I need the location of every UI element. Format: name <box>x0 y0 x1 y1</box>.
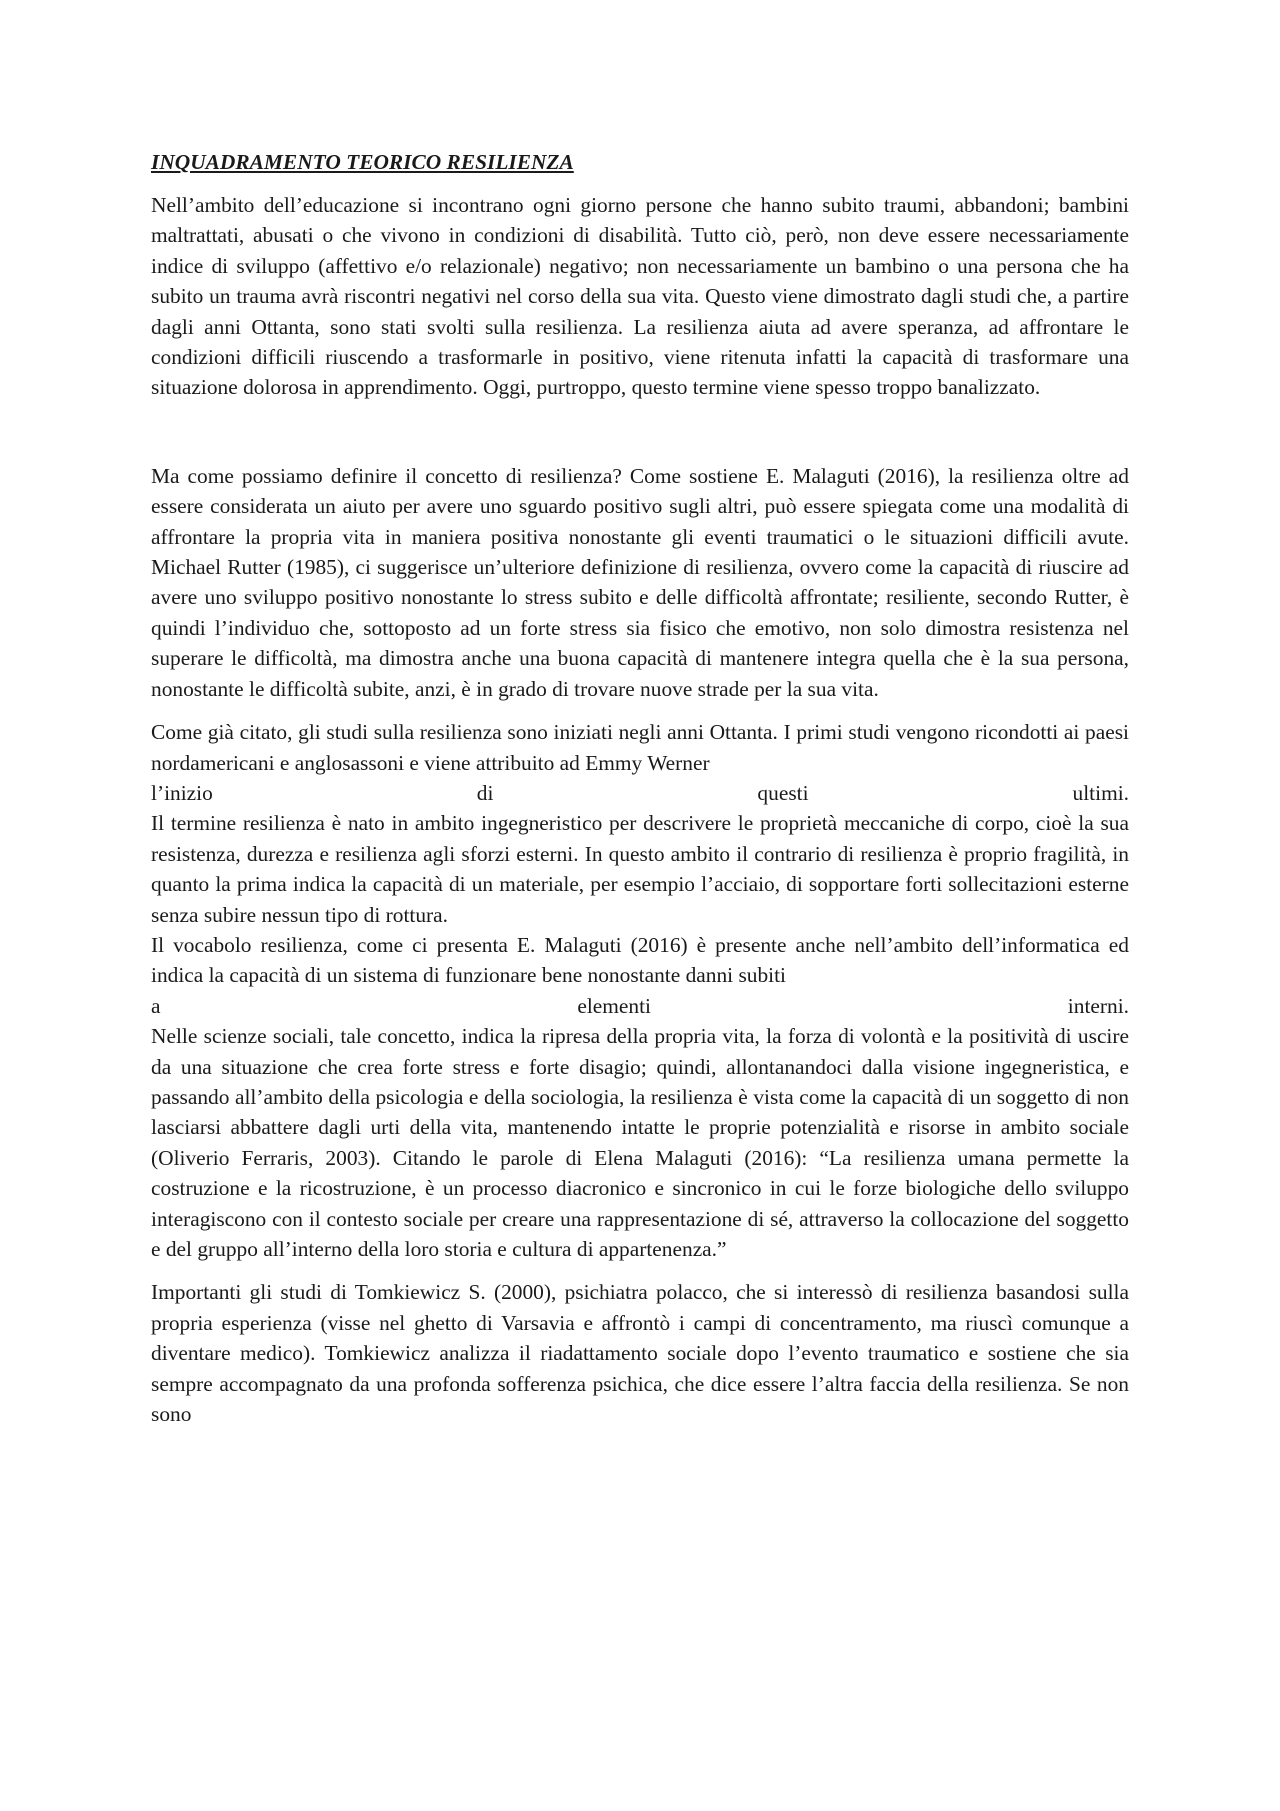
paragraph-history-last-line: l’inizio di questi ultimi. <box>151 780 1129 805</box>
document-page <box>151 147 1129 1429</box>
paragraph-informatics-text: Il vocabolo resilienza, come ci presenta E. Malaguti (2016) è presente anche nell’ambito dell’informatica ed indica la capacità di un sistema di funzionare bene nonostante danni subiti <box>151 932 1129 988</box>
paragraph-history <box>151 717 1129 808</box>
paragraph-definition: Ma come possiamo definire il concetto di resilienza? Come sostiene E. Malaguti (2016), la resilienza oltre ad essere considerata un aiuto per avere uno sguardo positivo sugli altri, può essere spiegata come una modalità di affrontare la propria vita in maniera positiva nonostante gli eventi traumatici o le situazioni difficili avute. Michael Rutter (1985), ci suggerisce un’ulteriore definizione di resilienza, ovvero come la capacità di riuscire ad avere uno sviluppo positivo nonostante lo stress subito e delle difficoltà affrontate; resiliente, secondo Rutter, è quindi l’individuo che, sottoposto ad un forte stress sia fisico che emotivo, non solo dimostra resistenza nel superare le difficoltà, ma dimostra anche una buona capacità di mantenere integra quella che è la sua persona, nonostante le difficoltà subite, anzi, è in grado di trovare nuove strade per la sua vita. <box>151 463 1129 701</box>
paragraph-spacer <box>151 403 1129 461</box>
paragraph-spacer <box>151 704 1129 717</box>
paragraph-spacer <box>151 1264 1129 1277</box>
paragraph-engineering: Il termine resilienza è nato in ambito ingegneristico per descrivere le proprietà meccaniche di corpo, cioè la sua resistenza, durezza e resilienza agli sforzi esterni. In questo ambito il contrario di resilienza è proprio fragilità, in quanto la prima indica la capacità di un materiale, per esempio l’acciaio, di sopportare forti sollecitazioni esterne senza subire nessun tipo di rottura. <box>151 811 1129 927</box>
paragraph-informatics <box>151 930 1129 1021</box>
paragraph-informatics-last-line: a elementi interni. <box>151 993 1129 1018</box>
paragraph-history-text: Come già citato, gli studi sulla resilienza sono iniziati negli anni Ottanta. I primi studi vengono ricondotti ai paesi nordamericani e anglosassoni e viene attribuito ad Emmy Werner <box>151 720 1129 775</box>
paragraph-tomkiewicz: Importanti gli studi di Tomkiewicz S. (2000), psichiatra polacco, che si interessò di resilienza basandosi sulla propria esperienza (visse nel ghetto di Varsavia e affrontò i campi di concentramento, ma riuscì comunque a diventare medico). Tomkiewicz analizza il riadattamento sociale dopo l’evento traumatico e sostiene che sia sempre accompagnato da una profonda sofferenza psichica, che dice essere l’altra faccia della resilienza. Se non sono <box>151 1280 1129 1427</box>
document-title: INQUADRAMENTO TEORICO RESILIENZA <box>151 150 574 174</box>
paragraph-intro: Nell’ambito dell’educazione si incontrano ogni giorno persone che hanno subito traumi, abbandoni; bambini maltrattati, abusati o che vivono in condizioni di disabilità. Tutto ciò, però, non deve essere necessariamente indice di sviluppo (affettivo e/o relazionale) negativo; non necessariamente un bambino o una persona che ha subito un trauma avrà riscontri negativi nel corso della sua vita. Questo viene dimostrato dagli studi che, a partire dagli anni Ottanta, sono stati svolti sulla resilienza. La resilienza aiuta ad avere speranza, ad affrontare le condizioni difficili riuscendo a trasformarle in positivo, viene ritenuta infatti la capacità di trasformare una situazione dolorosa in apprendimento. Oggi, purtroppo, questo termine viene spesso troppo banalizzato. <box>151 193 1129 400</box>
paragraph-social-sciences: Nelle scienze sociali, tale concetto, indica la ripresa della propria vita, la forza di volontà e la positività di uscire da una situazione che crea forte stress e forte disagio; quindi, allontanandoci dalla visione ingegneristica, e passando all’ambito della psicologia e della sociologia, la resilienza è vista come la capacità di un soggetto di non lasciarsi abbattere dagli urti della vita, mantenendo intatte le proprie potenzialità e risorse in ambito sociale (Oliverio Ferraris, 2003). Citando le parole di Elena Malaguti (2016): “La resilienza umana permette la costruzione e la ricostruzione, è un processo diacronico e sincronico in cui le forze biologiche dello sviluppo interagiscono con il contesto sociale per creare una rappresentazione di sé, attraverso la collocazione del soggetto e del gruppo all’interno della loro storia e cultura di appartenenza.” <box>151 1024 1129 1261</box>
